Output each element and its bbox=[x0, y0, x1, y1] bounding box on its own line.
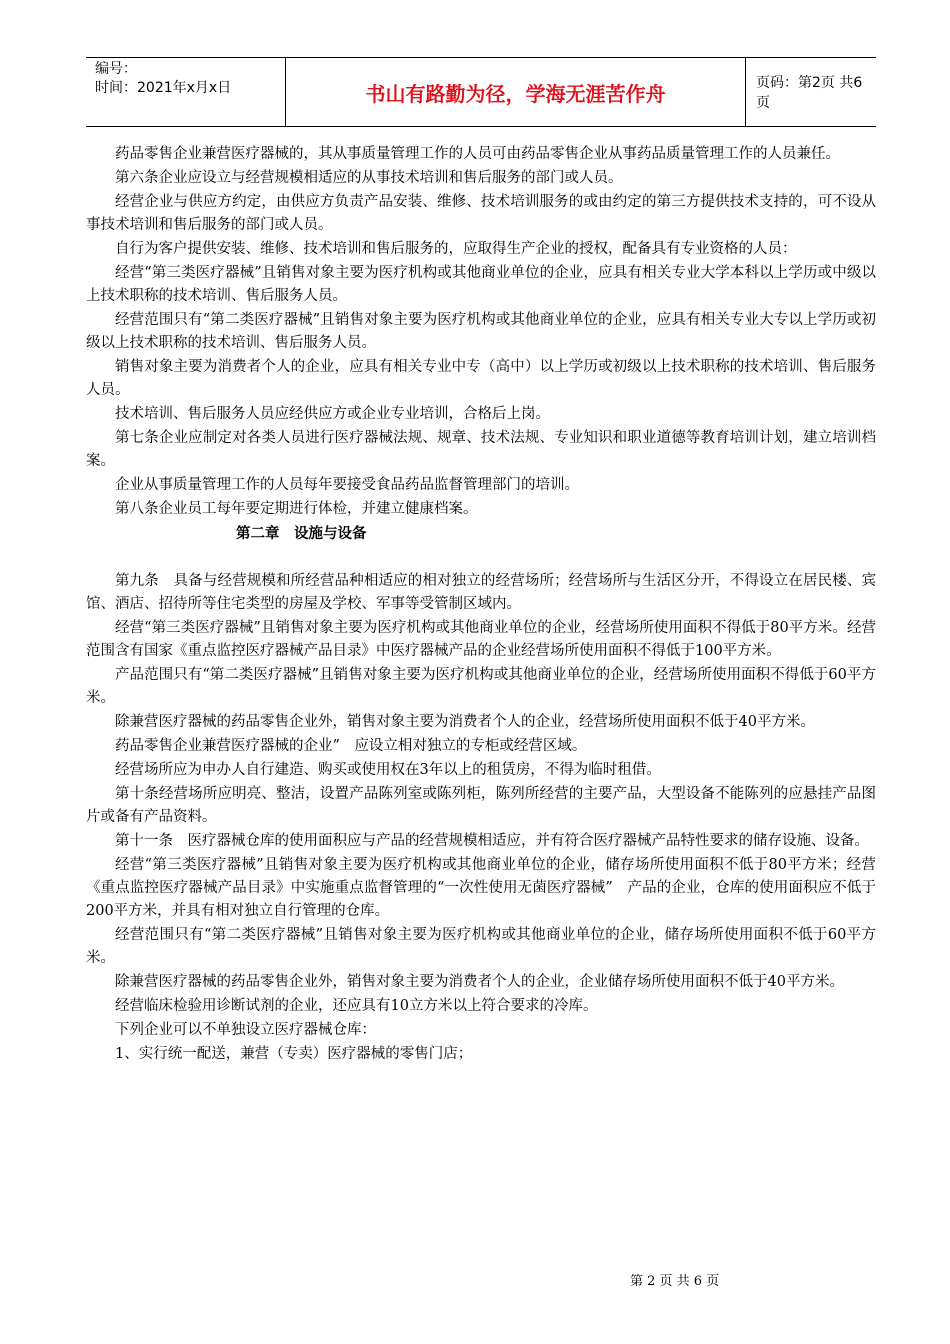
header-slogan: 书山有路勤为径，学海无涯苦作舟 bbox=[286, 58, 746, 126]
paragraph: 1、实行统一配送，兼营（专卖）医疗器械的零售门店； bbox=[115, 1046, 473, 1062]
paragraph: 第六条企业应设立与经营规模相适应的从事技术培训和售后服务的部门或人员。 bbox=[115, 170, 623, 186]
paragraph: 第十条经营场所应明亮、整洁，设置产品陈列室或陈列柜，陈列所经营的主要产品，大型设备不能陈列的应悬挂产品图片或备有产品资料。 bbox=[86, 786, 876, 825]
paragraph: 经营临床检验用诊断试剂的企业，还应具有10立方米以上符合要求的冷库。 bbox=[115, 998, 598, 1014]
header-page-info: 页码：第2页 共6页 bbox=[756, 75, 863, 111]
paragraph: 技术培训、售后服务人员应经供应方或企业专业培训，合格后上岗。 bbox=[115, 406, 550, 422]
document-date: 时间：2021年x月x日 bbox=[95, 80, 232, 96]
paragraph: 第七条企业应制定对各类人员进行医疗器械法规、规章、技术法规、专业知识和职业道德等教育培训计划，建立培训档案。 bbox=[86, 430, 876, 469]
page-footer: 第 2 页 共 6 页 bbox=[630, 1274, 720, 1289]
paragraph: 第八条企业员工每年要定期进行体检，并建立健康档案。 bbox=[115, 501, 478, 517]
paragraph: 经营“第三类医疗器械”且销售对象主要为医疗机构或其他商业单位的企业，应具有相关专业大学本科以上学历或中级以上技术职称的技术培训、售后服务人员。 bbox=[86, 265, 876, 304]
paragraph: 产品范围只有“第二类医疗器械”且销售对象主要为医疗机构或其他商业单位的企业，经营场所使用面积不得低于60平方米。 bbox=[86, 667, 876, 706]
paragraph: 经营范围只有“第二类医疗器械”且销售对象主要为医疗机构或其他商业单位的企业，应具有相关专业大专以上学历或初级以上技术职称的技术培训、售后服务人员。 bbox=[86, 312, 876, 351]
document-number-label: 编号： bbox=[95, 61, 137, 77]
paragraph-group-b bbox=[86, 570, 876, 1066]
paragraph: 企业从事质量管理工作的人员每年要接受食品药品监督管理部门的培训。 bbox=[115, 477, 579, 493]
chapter-heading: 第二章 设施与设备 bbox=[236, 525, 367, 542]
paragraph: 除兼营医疗器械的药品零售企业外，销售对象主要为消费者个人的企业，企业储存场所使用面积不低于40平方米。 bbox=[115, 974, 844, 990]
paragraph: 第九条 具备与经营规模和所经营品种相适应的相对独立的经营场所；经营场所与生活区分开，不得设立在居民楼、宾馆、酒店、招待所等住宅类型的房屋及学校、军事等受管制区域内。 bbox=[86, 573, 876, 612]
document-body bbox=[86, 143, 876, 1067]
paragraph: 第十一条 医疗器械仓库的使用面积应与产品的经营规模相适应，并有符合医疗器械产品特性要求的储存设施、设备。 bbox=[115, 833, 869, 849]
paragraph: 除兼营医疗器械的药品零售企业外，销售对象主要为消费者个人的企业，经营场所使用面积不低于40平方米。 bbox=[115, 714, 815, 730]
paragraph: 经营场所应为申办人自行建造、购买或使用权在3年以上的租赁房，不得为临时租借。 bbox=[115, 762, 661, 778]
paragraph: 药品零售企业兼营医疗器械的，其从事质量管理工作的人员可由药品零售企业从事药品质量管理工作的人员兼任。 bbox=[115, 146, 840, 162]
header-meta bbox=[86, 58, 286, 126]
paragraph: 经营“第三类医疗器械”且销售对象主要为医疗机构或其他商业单位的企业，经营场所使用面积不得低于80平方米。经营范围含有国家《重点监控医疗器械产品目录》中医疗器械产品的企业经营场所使用面积不得低于100平方米。 bbox=[86, 620, 876, 659]
paragraph: 自行为客户提供安装、维修、技术培训和售后服务的，应取得生产企业的授权，配备具有专业资格的人员： bbox=[115, 241, 797, 257]
paragraph: 经营“第三类医疗器械”且销售对象主要为医疗机构或其他商业单位的企业，储存场所使用面积不低于80平方米；经营《重点监控医疗器械产品目录》中实施重点监督管理的“一次性使用无菌医疗器械” 产品的企业，仓库的使用面积应不低于200平方米，并具有相对独立自行管理的仓库。 bbox=[86, 857, 876, 919]
paragraph: 销售对象主要为消费者个人的企业，应具有相关专业中专（高中）以上学历或初级以上技术职称的技术培训、售后服务人员。 bbox=[86, 359, 876, 398]
paragraph: 下列企业可以不单独设立医疗器械仓库： bbox=[115, 1022, 376, 1038]
paragraph: 经营范围只有“第二类医疗器械”且销售对象主要为医疗机构或其他商业单位的企业，储存场所使用面积不低于60平方米。 bbox=[86, 927, 876, 966]
paragraph: 经营企业与供应方约定，由供应方负责产品安装、维修、技术培训服务的或由约定的第三方提供技术支持的，可不设从事技术培训和售后服务的部门或人员。 bbox=[86, 194, 876, 233]
paragraph: 药品零售企业兼营医疗器械的企业” 应设立相对独立的专柜或经营区域。 bbox=[115, 738, 587, 754]
paragraph-group-a bbox=[86, 143, 876, 521]
page-header bbox=[86, 57, 876, 127]
